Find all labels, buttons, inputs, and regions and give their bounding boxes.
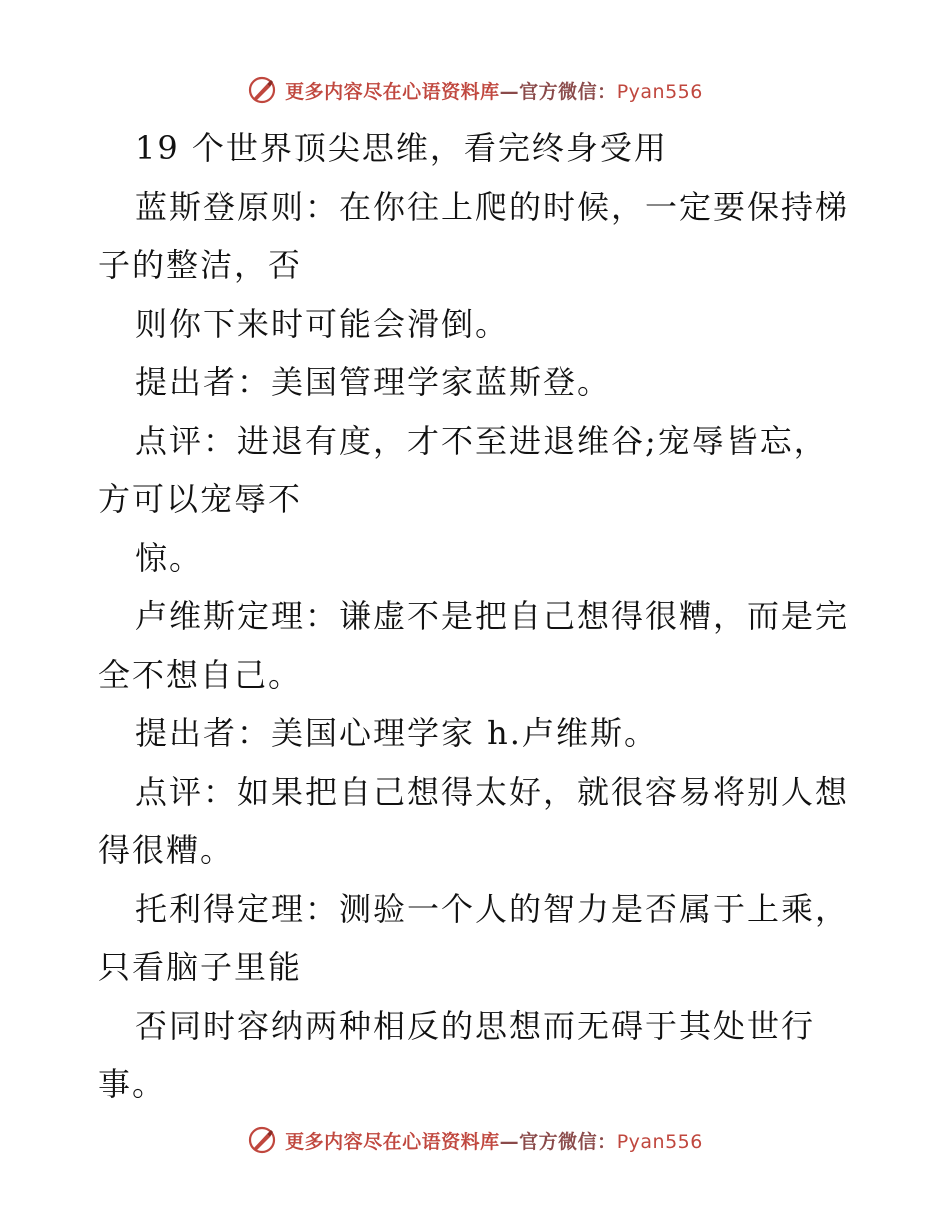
header-wechat-label: 官方微信：: [519, 80, 617, 103]
doc-line: 则你下来时可能会滑倒。: [135, 304, 510, 343]
doc-title: 19 个世界顶尖思维，看完终身受用: [135, 129, 668, 167]
doc-line: 子的整洁，否: [98, 246, 303, 284]
footer-wechat-label: 官方微信：: [519, 1130, 617, 1153]
footer-banner: [0, 1120, 950, 1160]
doc-line: 蓝斯登原则：在你往上爬的时候，一定要保持梯: [135, 187, 850, 226]
header-banner-text: [285, 77, 703, 104]
pen-logo-icon: [247, 1125, 277, 1155]
header-banner: [0, 70, 950, 110]
header-dash: —: [499, 80, 520, 103]
doc-line: 点评：进退有度，才不至进退维谷;宠辱皆忘，: [135, 421, 828, 460]
header-wechat-id: Pyan556: [616, 80, 703, 103]
footer-banner-text: [285, 1127, 703, 1154]
doc-line: 点评：如果把自己想得太好，就很容易将别人想: [135, 772, 850, 811]
doc-line: 得很糟。: [98, 831, 235, 869]
doc-line: 托利得定理：测验一个人的智力是否属于上乘，: [135, 889, 850, 928]
doc-line: 惊。: [135, 538, 204, 577]
doc-line: 卢维斯定理：谦虚不是把自己想得很糟，而是完: [135, 597, 850, 635]
footer-dash: —: [499, 1130, 520, 1153]
doc-line: 只看脑子里能: [98, 948, 303, 986]
document-body: [98, 119, 858, 1114]
doc-line: 方可以宠辱不: [98, 480, 303, 518]
footer-wechat-id: Pyan556: [616, 1130, 703, 1153]
doc-line: 提出者：美国心理学家 h.卢维斯。: [135, 714, 658, 752]
pen-logo-icon: [247, 75, 277, 105]
footer-site-text: 更多内容尽在心语资料库: [285, 1130, 500, 1153]
header-site-text: 更多内容尽在心语资料库: [285, 80, 500, 103]
doc-line: 事。: [98, 1065, 167, 1103]
doc-line: 提出者：美国管理学家蓝斯登。: [135, 363, 612, 401]
doc-line: 全不想自己。: [98, 655, 303, 694]
doc-line: 否同时容纳两种相反的思想而无碍于其处世行: [135, 1006, 816, 1045]
